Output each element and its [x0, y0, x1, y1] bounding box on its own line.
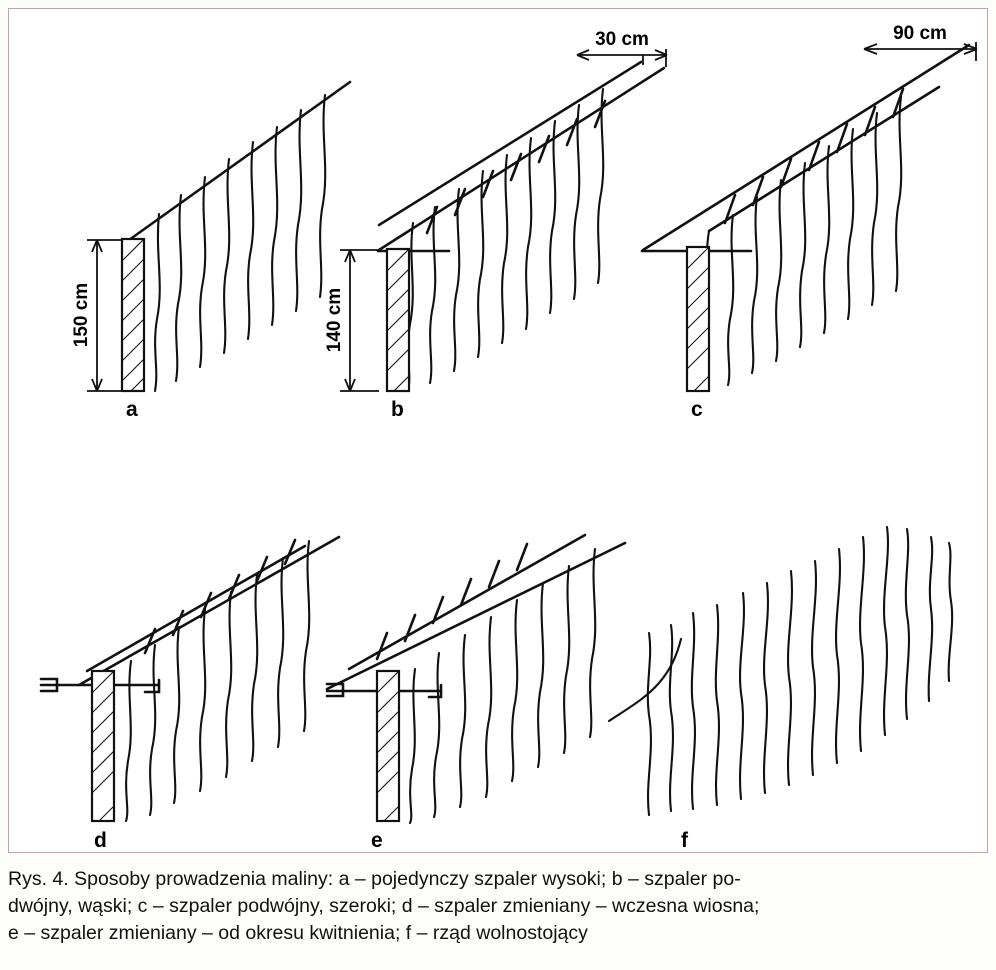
panel-label-b: b: [391, 398, 404, 421]
raspberry-trellis-diagram: [9, 9, 989, 854]
panel-f-canes: [609, 527, 952, 815]
panel-d: [41, 537, 339, 852]
figure-frame: [8, 8, 988, 853]
panel-b-wire-top: [379, 68, 664, 250]
panel-b-dimension: [324, 250, 379, 391]
panel-label-e: e: [371, 829, 383, 852]
panel-b-post: [387, 249, 409, 391]
panel-e: [327, 535, 625, 852]
panel-c-wire-lower: [709, 87, 939, 231]
panel-e-wire-upper: [349, 535, 585, 669]
figure-caption: [8, 866, 978, 947]
panel-label-a: a: [126, 398, 138, 421]
panel-c-canes: [703, 97, 901, 391]
panel-a-dimension: [71, 240, 121, 391]
panel-b-top-dimension: [577, 29, 667, 67]
panel-c-top-dimension: [864, 23, 977, 61]
panel-d-wire-lower: [87, 546, 305, 671]
dimension-30cm: 30 cm: [595, 29, 649, 50]
panel-a-wire: [129, 82, 350, 240]
caption-line-3: e – szpaler zmieniany – od okresu kwitnienia; f – rząd wolnostojący: [8, 922, 588, 944]
panel-a-canes: [155, 95, 325, 391]
dimension-140cm: 140 cm: [324, 287, 345, 353]
panel-c-post: [687, 247, 709, 391]
panel-e-canes: [410, 549, 595, 823]
panel-a-post: [122, 239, 144, 391]
caption-line-1: Rys. 4. Sposoby prowadzenia maliny: a – pojedynczy szpaler wysoki; b – szpaler po-: [8, 868, 741, 890]
caption-line-2: dwójny, wąski; c – szpaler podwójny, szeroki; d – szpaler zmieniany – wczesna wiosna;: [8, 895, 760, 917]
panel-b: [324, 29, 667, 421]
panel-b-canes: [408, 89, 603, 391]
panel-d-post: [92, 671, 114, 821]
panel-d-wire-top: [79, 537, 339, 685]
panel-f: [609, 527, 952, 852]
panel-e-wire-top: [327, 543, 625, 689]
panel-d-canes: [126, 541, 309, 821]
panel-label-f: f: [681, 829, 688, 852]
panel-c: [642, 23, 977, 421]
panel-label-d: d: [94, 829, 107, 852]
dimension-90cm: 90 cm: [893, 23, 947, 44]
panel-c-wire-top: [643, 45, 969, 250]
dimension-150cm: 150 cm: [71, 282, 92, 348]
panel-a: [71, 82, 350, 421]
panel-e-post: [377, 671, 399, 821]
panel-label-c: c: [691, 398, 703, 421]
